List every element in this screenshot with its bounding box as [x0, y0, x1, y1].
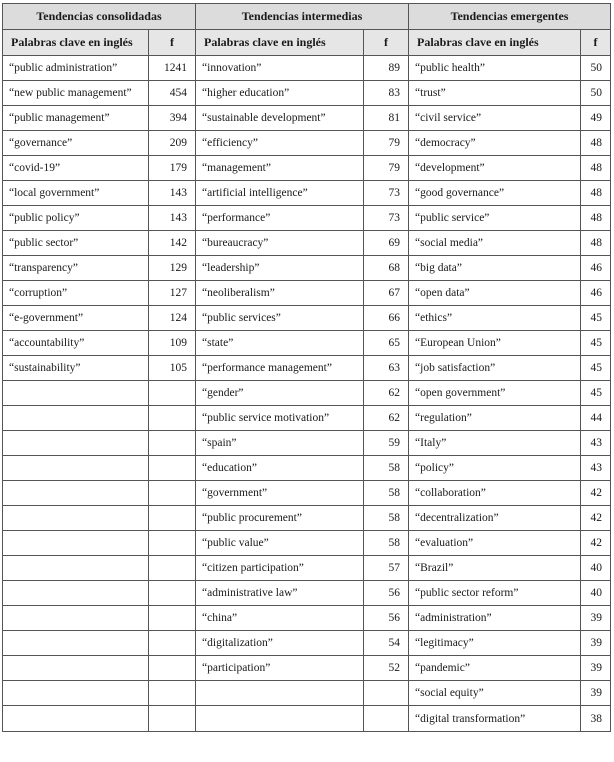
intermedias-keyword-cell: “administrative law” [196, 581, 364, 606]
consolidadas-keyword-cell: “e-government” [3, 306, 149, 331]
consolidadas-keyword-cell [3, 656, 149, 681]
keyword-column-header: Palabras clave en inglés [409, 30, 581, 56]
table-row [3, 306, 611, 331]
consolidadas-keyword-cell [3, 531, 149, 556]
intermedias-keyword-cell: “spain” [196, 431, 364, 456]
intermedias-frequency-cell: 89 [364, 56, 409, 81]
consolidadas-frequency-cell: 129 [149, 256, 196, 281]
keyword-column-header: Palabras clave en inglés [196, 30, 364, 56]
intermedias-keyword-cell: “leadership” [196, 256, 364, 281]
emergentes-keyword-cell: “administration” [409, 606, 581, 631]
table-row [3, 506, 611, 531]
intermedias-frequency-cell: 62 [364, 406, 409, 431]
intermedias-keyword-cell: “performance management” [196, 356, 364, 381]
emergentes-frequency-cell: 48 [581, 206, 611, 231]
intermedias-keyword-cell: “bureaucracy” [196, 231, 364, 256]
intermedias-frequency-cell: 59 [364, 431, 409, 456]
emergentes-keyword-cell: “digital transformation” [409, 706, 581, 732]
consolidadas-keyword-cell: “covid-19” [3, 156, 149, 181]
emergentes-keyword-cell: “good governance” [409, 181, 581, 206]
consolidadas-frequency-cell [149, 656, 196, 681]
consolidadas-keyword-cell [3, 606, 149, 631]
emergentes-frequency-cell: 42 [581, 481, 611, 506]
consolidadas-frequency-cell [149, 481, 196, 506]
table-row [3, 281, 611, 306]
emergentes-frequency-cell: 39 [581, 656, 611, 681]
intermedias-frequency-cell: 81 [364, 106, 409, 131]
consolidadas-keyword-cell: “public policy” [3, 206, 149, 231]
emergentes-keyword-cell: “trust” [409, 81, 581, 106]
consolidadas-frequency-cell [149, 506, 196, 531]
table-row [3, 431, 611, 456]
emergentes-keyword-cell: “development” [409, 156, 581, 181]
intermedias-frequency-cell: 62 [364, 381, 409, 406]
intermedias-keyword-cell: “sustainable development” [196, 106, 364, 131]
emergentes-keyword-cell: “collaboration” [409, 481, 581, 506]
emergentes-keyword-cell: “Brazil” [409, 556, 581, 581]
table-body [3, 56, 611, 732]
intermedias-keyword-cell: “innovation” [196, 56, 364, 81]
consolidadas-frequency-cell: 105 [149, 356, 196, 381]
emergentes-frequency-cell: 43 [581, 431, 611, 456]
emergentes-keyword-cell: “pandemic” [409, 656, 581, 681]
emergentes-frequency-cell: 39 [581, 681, 611, 706]
intermedias-frequency-cell: 56 [364, 581, 409, 606]
table-row [3, 81, 611, 106]
consolidadas-frequency-cell: 454 [149, 81, 196, 106]
consolidadas-frequency-cell [149, 406, 196, 431]
consolidadas-frequency-cell: 143 [149, 206, 196, 231]
emergentes-frequency-cell: 42 [581, 531, 611, 556]
intermedias-keyword-cell: “artificial intelligence” [196, 181, 364, 206]
emergentes-keyword-cell: “evaluation” [409, 531, 581, 556]
emergentes-frequency-cell: 40 [581, 581, 611, 606]
consolidadas-keyword-cell: “local government” [3, 181, 149, 206]
consolidadas-frequency-cell: 124 [149, 306, 196, 331]
intermedias-frequency-cell: 63 [364, 356, 409, 381]
emergentes-frequency-cell: 48 [581, 181, 611, 206]
consolidadas-keyword-cell: “corruption” [3, 281, 149, 306]
table-row [3, 156, 611, 181]
emergentes-frequency-cell: 38 [581, 706, 611, 732]
consolidadas-keyword-cell [3, 506, 149, 531]
table-row [3, 681, 611, 706]
intermedias-frequency-cell: 66 [364, 306, 409, 331]
intermedias-keyword-cell: “management” [196, 156, 364, 181]
table-row [3, 56, 611, 81]
frequency-column-header: f [581, 30, 611, 56]
table-row [3, 231, 611, 256]
intermedias-keyword-cell: “public value” [196, 531, 364, 556]
emergentes-frequency-cell: 46 [581, 256, 611, 281]
emergentes-keyword-cell: “Italy” [409, 431, 581, 456]
intermedias-frequency-cell: 73 [364, 206, 409, 231]
emergentes-frequency-cell: 44 [581, 406, 611, 431]
emergentes-keyword-cell: “legitimacy” [409, 631, 581, 656]
consolidadas-keyword-cell: “accountability” [3, 331, 149, 356]
consolidadas-keyword-cell: “public management” [3, 106, 149, 131]
emergentes-keyword-cell: “public service” [409, 206, 581, 231]
emergentes-frequency-cell: 48 [581, 231, 611, 256]
consolidadas-keyword-cell: “new public management” [3, 81, 149, 106]
consolidadas-keyword-cell [3, 681, 149, 706]
emergentes-keyword-cell: “democracy” [409, 131, 581, 156]
intermedias-keyword-cell: “government” [196, 481, 364, 506]
consolidadas-keyword-cell [3, 631, 149, 656]
consolidadas-keyword-cell [3, 406, 149, 431]
emergentes-keyword-cell: “civil service” [409, 106, 581, 131]
table-row [3, 181, 611, 206]
intermedias-frequency-cell: 57 [364, 556, 409, 581]
group-header-intermedias: Tendencias intermedias [196, 4, 409, 30]
consolidadas-frequency-cell [149, 706, 196, 732]
table-row [3, 556, 611, 581]
intermedias-frequency-cell: 68 [364, 256, 409, 281]
consolidadas-keyword-cell: “public sector” [3, 231, 149, 256]
frequency-column-header: f [364, 30, 409, 56]
table-row [3, 206, 611, 231]
emergentes-keyword-cell: “public health” [409, 56, 581, 81]
consolidadas-keyword-cell [3, 706, 149, 732]
consolidadas-frequency-cell: 394 [149, 106, 196, 131]
intermedias-frequency-cell: 83 [364, 81, 409, 106]
consolidadas-frequency-cell: 179 [149, 156, 196, 181]
consolidadas-keyword-cell [3, 431, 149, 456]
table-row [3, 481, 611, 506]
emergentes-keyword-cell: “social equity” [409, 681, 581, 706]
consolidadas-keyword-cell [3, 581, 149, 606]
table-row [3, 531, 611, 556]
group-header-consolidadas: Tendencias consolidadas [3, 4, 196, 30]
table-row [3, 381, 611, 406]
intermedias-keyword-cell: “state” [196, 331, 364, 356]
consolidadas-frequency-cell: 143 [149, 181, 196, 206]
table-row [3, 706, 611, 732]
emergentes-frequency-cell: 46 [581, 281, 611, 306]
emergentes-keyword-cell: “European Union” [409, 331, 581, 356]
consolidadas-frequency-cell [149, 631, 196, 656]
intermedias-keyword-cell: “education” [196, 456, 364, 481]
consolidadas-keyword-cell: “governance” [3, 131, 149, 156]
emergentes-frequency-cell: 45 [581, 306, 611, 331]
table-row [3, 356, 611, 381]
consolidadas-frequency-cell [149, 556, 196, 581]
group-header-emergentes: Tendencias emergentes [409, 4, 611, 30]
emergentes-frequency-cell: 39 [581, 606, 611, 631]
emergentes-keyword-cell: “policy” [409, 456, 581, 481]
emergentes-frequency-cell: 45 [581, 356, 611, 381]
emergentes-frequency-cell: 50 [581, 81, 611, 106]
emergentes-frequency-cell: 49 [581, 106, 611, 131]
intermedias-frequency-cell: 67 [364, 281, 409, 306]
frequency-column-header: f [149, 30, 196, 56]
intermedias-keyword-cell: “gender” [196, 381, 364, 406]
emergentes-frequency-cell: 42 [581, 506, 611, 531]
emergentes-frequency-cell: 39 [581, 631, 611, 656]
consolidadas-frequency-cell: 142 [149, 231, 196, 256]
emergentes-keyword-cell: “open data” [409, 281, 581, 306]
consolidadas-frequency-cell [149, 606, 196, 631]
intermedias-frequency-cell: 56 [364, 606, 409, 631]
emergentes-frequency-cell: 40 [581, 556, 611, 581]
intermedias-frequency-cell: 79 [364, 156, 409, 181]
intermedias-keyword-cell: “efficiency” [196, 131, 364, 156]
consolidadas-frequency-cell: 209 [149, 131, 196, 156]
consolidadas-frequency-cell [149, 581, 196, 606]
table-row [3, 656, 611, 681]
consolidadas-keyword-cell [3, 481, 149, 506]
table-row [3, 406, 611, 431]
intermedias-frequency-cell [364, 681, 409, 706]
intermedias-frequency-cell: 58 [364, 456, 409, 481]
intermedias-keyword-cell: “public procurement” [196, 506, 364, 531]
intermedias-keyword-cell: “citizen participation” [196, 556, 364, 581]
emergentes-keyword-cell: “decentralization” [409, 506, 581, 531]
intermedias-frequency-cell: 79 [364, 131, 409, 156]
consolidadas-keyword-cell [3, 556, 149, 581]
emergentes-keyword-cell: “job satisfaction” [409, 356, 581, 381]
table-row [3, 581, 611, 606]
table-row [3, 131, 611, 156]
intermedias-frequency-cell [364, 706, 409, 732]
consolidadas-frequency-cell: 1241 [149, 56, 196, 81]
intermedias-frequency-cell: 58 [364, 481, 409, 506]
intermedias-frequency-cell: 52 [364, 656, 409, 681]
intermedias-keyword-cell: “public service motivation” [196, 406, 364, 431]
intermedias-keyword-cell [196, 706, 364, 732]
keyword-column-header: Palabras clave en inglés [3, 30, 149, 56]
intermedias-keyword-cell: “performance” [196, 206, 364, 231]
emergentes-frequency-cell: 45 [581, 331, 611, 356]
consolidadas-keyword-cell: “transparency” [3, 256, 149, 281]
intermedias-frequency-cell: 58 [364, 506, 409, 531]
consolidadas-keyword-cell [3, 381, 149, 406]
intermedias-keyword-cell: “participation” [196, 656, 364, 681]
keyword-trends-table [2, 3, 611, 732]
consolidadas-keyword-cell: “sustainability” [3, 356, 149, 381]
table-row [3, 456, 611, 481]
consolidadas-keyword-cell: “public administration” [3, 56, 149, 81]
emergentes-keyword-cell: “regulation” [409, 406, 581, 431]
intermedias-frequency-cell: 73 [364, 181, 409, 206]
intermedias-frequency-cell: 65 [364, 331, 409, 356]
intermedias-frequency-cell: 58 [364, 531, 409, 556]
table-row [3, 256, 611, 281]
table-row [3, 606, 611, 631]
intermedias-keyword-cell: “digitalization” [196, 631, 364, 656]
emergentes-frequency-cell: 48 [581, 156, 611, 181]
consolidadas-frequency-cell: 127 [149, 281, 196, 306]
consolidadas-keyword-cell [3, 456, 149, 481]
table-row [3, 106, 611, 131]
table-row [3, 631, 611, 656]
consolidadas-frequency-cell [149, 431, 196, 456]
intermedias-keyword-cell: “higher education” [196, 81, 364, 106]
emergentes-frequency-cell: 50 [581, 56, 611, 81]
emergentes-keyword-cell: “social media” [409, 231, 581, 256]
intermedias-keyword-cell: “neoliberalism” [196, 281, 364, 306]
emergentes-frequency-cell: 48 [581, 131, 611, 156]
emergentes-frequency-cell: 45 [581, 381, 611, 406]
intermedias-keyword-cell [196, 681, 364, 706]
table-row [3, 331, 611, 356]
intermedias-frequency-cell: 54 [364, 631, 409, 656]
emergentes-keyword-cell: “public sector reform” [409, 581, 581, 606]
intermedias-frequency-cell: 69 [364, 231, 409, 256]
emergentes-keyword-cell: “open government” [409, 381, 581, 406]
consolidadas-frequency-cell [149, 381, 196, 406]
intermedias-keyword-cell: “china” [196, 606, 364, 631]
intermedias-keyword-cell: “public services” [196, 306, 364, 331]
consolidadas-frequency-cell: 109 [149, 331, 196, 356]
consolidadas-frequency-cell [149, 681, 196, 706]
emergentes-keyword-cell: “ethics” [409, 306, 581, 331]
consolidadas-frequency-cell [149, 456, 196, 481]
consolidadas-frequency-cell [149, 531, 196, 556]
emergentes-keyword-cell: “big data” [409, 256, 581, 281]
emergentes-frequency-cell: 43 [581, 456, 611, 481]
